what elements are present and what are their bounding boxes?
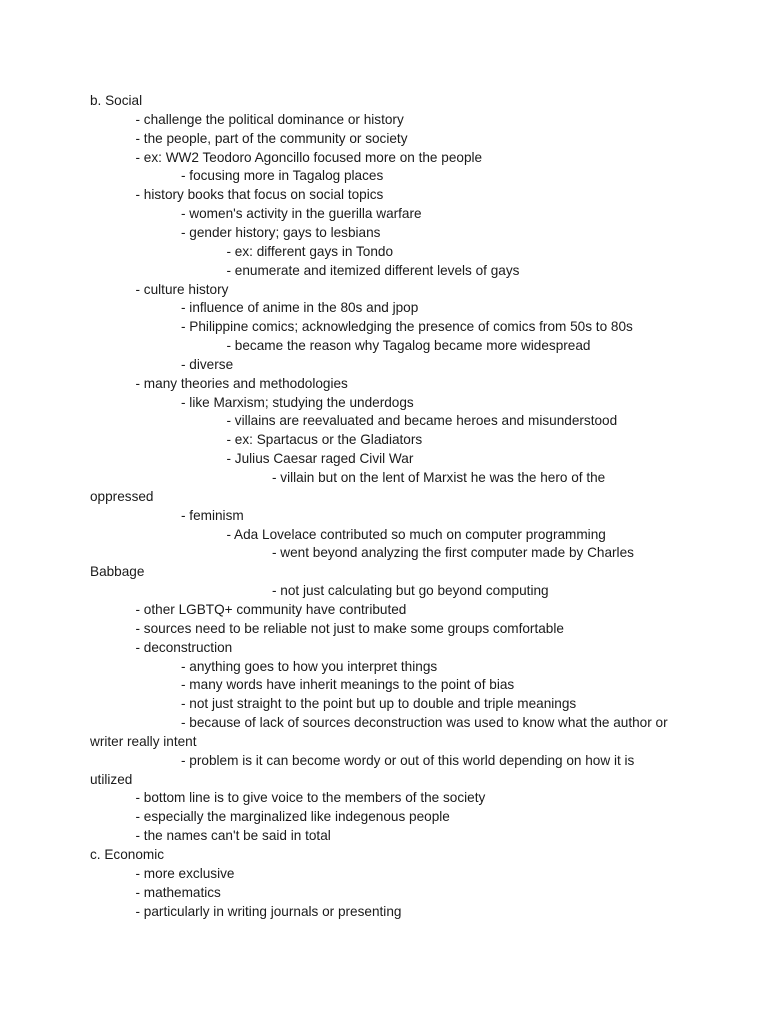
note-line: - ex: WW2 Teodoro Agoncillo focused more on the people bbox=[135, 149, 483, 165]
note-line: - mathematics bbox=[135, 884, 221, 900]
note-line: - deconstruction bbox=[135, 639, 233, 655]
note-line: - diverse bbox=[181, 356, 234, 372]
note-line: - Julius Caesar raged Civil War bbox=[226, 451, 414, 467]
section-heading: c. Economic bbox=[90, 847, 165, 862]
note-line: - Ada Lovelace contributed so much on computer programming bbox=[226, 526, 606, 542]
note-line: - more exclusive bbox=[135, 865, 235, 881]
note-line: Babbage bbox=[90, 564, 145, 580]
note-line: writer really intent bbox=[90, 733, 197, 749]
note-line: - bottom line is to give voice to the members of the society bbox=[135, 790, 486, 806]
note-line: - many words have inherit meanings to the point of bias bbox=[181, 677, 515, 693]
note-line: - enumerate and itemized different levels of gays bbox=[226, 262, 520, 278]
note-line: - villains are reevaluated and became heroes and misunderstood bbox=[226, 413, 618, 429]
note-line: - feminism bbox=[181, 507, 244, 523]
note-line: - villain but on the lent of Marxist he was the hero of the bbox=[272, 470, 606, 485]
note-line: - sources need to be reliable not just to make some groups comfortable bbox=[135, 620, 564, 636]
note-line: - became the reason why Tagalog became more widespread bbox=[226, 338, 591, 354]
note-line: - culture history bbox=[135, 281, 229, 297]
note-line: - ex: different gays in Tondo bbox=[226, 243, 394, 259]
note-line: - not just calculating but go beyond computing bbox=[272, 583, 549, 599]
note-line: utilized bbox=[90, 771, 133, 787]
note-line: - anything goes to how you interpret things bbox=[181, 658, 438, 674]
note-line: - particularly in writing journals or presenting bbox=[135, 903, 402, 919]
note-line: oppressed bbox=[90, 488, 154, 504]
note-line: - the people, part of the community or society bbox=[135, 130, 408, 146]
section-heading: b. Social bbox=[90, 93, 143, 108]
note-line: - history books that focus on social topics bbox=[135, 187, 384, 203]
note-line: - problem is it can become wordy or out of this world depending on how it is bbox=[181, 752, 635, 768]
note-line: - the names can't be said in total bbox=[135, 828, 331, 844]
note-line: - other LGBTQ+ community have contributed bbox=[135, 601, 407, 617]
note-line: - many theories and methodologies bbox=[135, 375, 348, 391]
note-line: - especially the marginalized like indegenous people bbox=[135, 809, 450, 825]
note-line: - went beyond analyzing the first computer made by Charles bbox=[272, 545, 634, 561]
note-line: - influence of anime in the 80s and jpop bbox=[181, 300, 419, 316]
note-line: - not just straight to the point but up to double and triple meanings bbox=[181, 696, 577, 712]
note-line: - focusing more in Tagalog places bbox=[181, 168, 384, 184]
note-line: - because of lack of sources deconstruction was used to know what the author or bbox=[181, 715, 668, 731]
note-line: - challenge the political dominance or history bbox=[135, 111, 404, 127]
note-line: - gender history; gays to lesbians bbox=[181, 224, 381, 240]
note-line: - women's activity in the guerilla warfare bbox=[181, 206, 422, 222]
note-line: - Philippine comics; acknowledging the presence of comics from 50s to 80s bbox=[181, 319, 633, 335]
note-line: - ex: Spartacus or the Gladiators bbox=[226, 432, 423, 448]
note-line: - like Marxism; studying the underdogs bbox=[181, 394, 414, 410]
